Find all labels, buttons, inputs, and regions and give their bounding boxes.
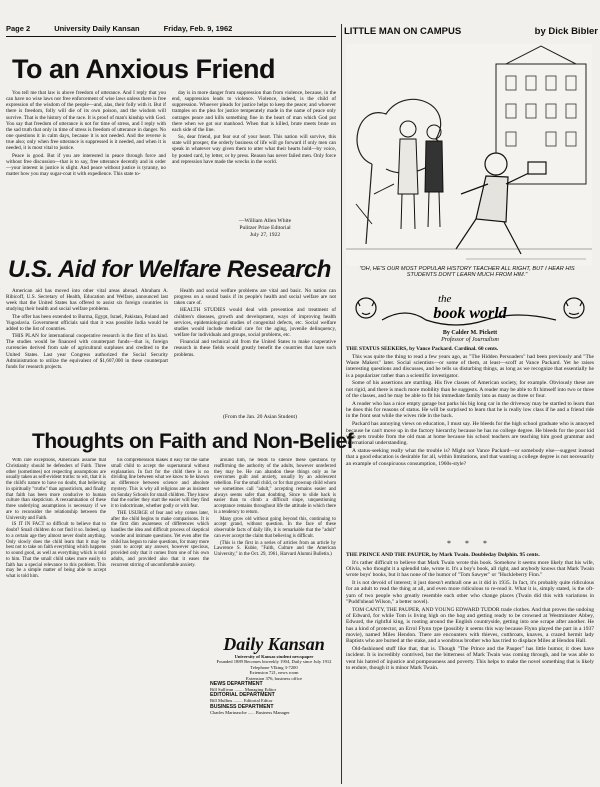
logo-the: the	[438, 293, 452, 305]
business-department-heading: BUSINESS DEPARTMENT	[210, 703, 274, 710]
aid-headline: U.S. Aid for Welfare Research	[8, 256, 331, 283]
friend-headline: To an Anxious Friend	[12, 54, 276, 84]
news-department-heading: NEWS DEPARTMENT	[210, 681, 263, 688]
review-byline: By Calder M. Pickett Professor of Journalism	[441, 330, 499, 343]
cartoon-caption: "OH, HE'S OUR MOST POPULAR HISTORY TEACHER ALL RIGHT, BUT I HEAR HIS STUDENTS DON'T LEARN MUCH FROM HIM."	[359, 266, 575, 279]
prince-pauper-review: THE PRINCE AND THE PAUPER, by Mark Twain. Doubleday Dolphin. 95 cents. It's rather difficult to believe that Mark Twain wrote this book. Somehow it seems more likely that his wife, Olivia, who thought it a splendid tale, wrote it. It's a boy's book, all right, and anybody knows that Mark Twain wrote boys' books, but it has none of the humor of "Tom Sawyer" or "Huckleberry Finn." It is not devoid of interest; it just doesn't enthrall one as it did in 1935. In fact, it's probably quite ridiculous for an adult to read the thing at all, and even more ridiculous to re-read it. What it is, simply stated, is the oft-yarn of two people who greatly resemble each other who change places (Twain did this with variations in "Pudd'nhead Wilson," a better novel). TOM CANTY, THE PAUPER, AND YOUNG EDWARD TUDOR trade clothes. And that proves the undoing of Edward, for while Tom is living high on the hog and getting ready to be crowned at Westminster Abbey, Edward, the rightful king, is rooting around the English countryside, getting into one scrape after another. He has a kind of protector, an Errol Flynn type (possibly it seems this way because Flynn played the part in a 1937 movie), named Miles Hendon. There are encounters with thieves, cutthroats, knaves, a crazed hermit lady Baptists who are burned at the stake, and a wondrous brother who has tried to displace Miles at Hendon Hall. Old-fashioned stuff like that, that is. Though "The Prince and the Pauper" has little humor, it does have incident. It is incredibly contrived, but the bitterness of Mark Twain was coming through, and he was able to vent his hatred of injustice and pompousness and poverty. This helps to make the novel something that is likely to endure, though it is minor Mark Twain.	[346, 552, 594, 672]
section-break: * * *	[447, 539, 493, 548]
page-number: Page 2	[6, 24, 31, 33]
faith-column-3: around him, he tends to silence these questions by reaffirming the authority of the adults, however unreferred they may be. He can abandon these things only as he overcomes guilt and anxiety, usually by an adolescent rebellion. For the small child, or for that grownup child whom we sometimes call "adult," accepting remains easier and always seems safer than doubting. Since to slide back is easier than to climb a difficult slope, unquestioning acceptance remains throughout life the attitude in which there is a tendency to return. Many grow old without going beyond this, continuing to accept grand, without question. In the face of these observable facts of daily life, it is remarkable that the "adult" can ever accept the claim that believing is difficult. (This is the first in a series of articles from an article by Lawrence S. Kubie, "Faith, Culture and the American University," in the Oct. 29, 1961, Harvard Alumni Bulletin.)	[214, 458, 336, 557]
book-world-logo	[346, 286, 594, 330]
column-divider	[341, 24, 342, 784]
status-seekers-review: THE STATUS SEEKERS, by Vance Packard. Cardinal. 60 cents. This was quite the thing to read a few years ago, as "The Hidden Persuaders" had been previously and "The Waste Makers" later. Social scientists—or some of them, at least—scoff at Vance Packard. Yet he raises interesting questions and discusses, and he tells us disturbing things, as long as we recognize that essentially he is a popularizer rather than a scientific investigator. Some of his assertions are startling. His five classes of American society, for example. Obviously these are not rigid, and there is much more mobility than he suggests. A reader may be able to fit himself into two or three of the classes, and he may be able to fit his immediate family into as many as three or four. A reader who has a nice empty garage but parks his big long car in the driveway may be startled to learn that he does this for reasons of status. He will be surprised to learn that he is really low class if he and a friend ride in the front seat while the wives ride in the back. Packard has annoying views on education, I must say. He bleeds for the high school graduate who is annoyed because he can't move up in the factory hierarchy because he has no college degree. He bleeds for the poor kid who gets trouble from the old man at home because his school teachers are teaching him good grammar and international understanding. A status-seeking really what the trouble is? Might not Vance Packard—or somebody else—suggest instead that a good education is desirable for all, within limitations, and that wanting a college degree is not necessarily an example of conspicuous consumption, 1960s-style?	[346, 346, 594, 467]
paper-name: University Daily Kansan	[54, 24, 140, 33]
book-world-art	[346, 286, 594, 330]
friend-para: You tell me that law is above freedom of utterance. And I reply that you can have no wise laws nor free enforcement of wise laws unless there is free expression of the wisdom of the people—and, alas, their folly with it. But if there is freedom, folly will die of its own poison, and the wisdom will survive. That is the history of the race. It is proof of man's kinship with God. You say that freedom of utterance is not for time of stress, and I reply with the sad truth that only in time of stress is freedom of utterance in danger. No one questions it in calm days, because it is not needed. And the reverse is true also; only when free utterance is suppressed is it needed, and when it is needed, it is most vital to justice.	[6, 90, 166, 152]
friend-para: Peace is good. But if you are interested in peace through force and without free discussion—that is to say, free utterance decently and in order—your interest in justice is slight. And peace without justice is tyranny, no matter how you may sugar-coat it with expedience. This state to-	[6, 152, 166, 178]
aid-column-1: American aid has moved into other vital areas abroad. Abraham A. Ribicoff, U.S. Secretary of Health, Education and Welfare, announced last week that the United States has offered to assist six foreign countries in studying their health and social welfare problems. The offer has been extended to Burma, Egypt, Israel, Pakistan, Poland and Yugoslavia. Government officials said that it was possible India would be added to the list of countries. THIS PLAN for international cooperative research is the first of its kind. The studies would be financed with counterpart funds—that is, foreign currencies derived from sale of agricultural surpluses and credited to the United States. Last year Congress authorized the Social Security Administration to utilize the equivalent of $1,607,000 in these counterpart funds for research projects.	[6, 288, 168, 370]
faith-column-1: With rare exceptions, Americans assume that Christianity should be defenders of Faith. Three other (sometimes) not respecting assumptions are usually taken as self-evident truths: to wit, that it is the child's nature to have no doubt, that believing in spiritually "truths" than agnosticism, and finally that faith has been more conducive to human culture than skepticism. A reexamination of these three underlying assumptions is necessary if we are to reconsider the relationship between the University and Faith. IS IT IN FACT so difficult to believe that to doubt? Small children do not find it so. Indeed, up to a certain age they almost never doubt anything. Only slowly does the child learn that it may be best not to take on faith everything which happens to sound good, as well as everything which is told to him. That the small child takes more easily to faith has a special relevance to this problem. This may be a simple matter of being able to accept what is told him.	[6, 458, 106, 579]
faith-headline: Thoughts on Faith and Non-Belief	[32, 430, 354, 453]
cartoon-drawing	[346, 44, 592, 266]
cartoon-illustration	[346, 44, 592, 266]
friend-signature: —William Allen White Pulitzer Prize Editorial July 27, 1922	[238, 218, 292, 238]
aid-source: (From the Jan. 20 Asian Student)	[223, 414, 297, 420]
friend-para: day is in more danger from suppression than from violence, because, in the end, suppression leads to violence. Violence, indeed, is the child of suppression. Whoever pleads for justice helps to keep the peace; and whoever tramples on the plea for justice temperately made in the name of peace only outrages peace and kills something fine in the heart of man which God put there when we got our manhood. When that is killed, brute meets brute on each side of the line.	[172, 90, 336, 133]
friend-column-2	[172, 90, 336, 210]
aid-column-2: Health and social welfare problems are vital and basic. No nation can progress on a sound basis if its people's health and social welfare are not taken care of. HEALTH STUDIES would deal with prevention and treatment of children's diseases, growth and development, ways of improving health services, epidemiological studies of congenital defects, etc. Social welfare studies would include medical care for the aging, juvenile delinquency, welfare for individuals and groups, social problems, etc. Financial and technical aid from the United States to make cooperative research in these fields would greatly benefit the countries that have such problems.	[174, 288, 336, 358]
masthead: Daily Kansan University of Kansas student newspaper Founded 1889 Becomes biweekly 1904, Daily since July 1912 Telephone VIking 3-7200 Extension 721, news room Extension 376, business office NEWS DEPARTMENT Bill Sullivan ........ Managing Editor EDITORIAL DEPARTMENT Bill Mullins ........ Editorial Editor BUSINESS DEPARTMENT Charles Marinasche ...... Business Manager	[210, 634, 338, 715]
issue-date: Friday, Feb. 9, 1962	[163, 24, 233, 33]
editorial-department-heading: EDITORIAL DEPARTMENT	[210, 692, 275, 699]
cartoon-title: LITTLE MAN ON CAMPUS by Dick Bibler	[344, 26, 598, 37]
masthead-title: Daily Kansan	[223, 634, 325, 654]
friend-column-1	[6, 90, 166, 250]
faith-column-2: his comprehension makes it easy for the same small child to accept the supernatural without explanation. In fact for the child there is no dividing line between what we know to be known as difference between science and absolute mystery. This is why all religions are as insistent on Sunday Schools for small children. They know that the earlier they start the easier will they find it to indoctrinate, whether godly or with fear. THE USURGE of fear and why comes later, after the child begins to make comparisons. It is the first dim awareness of differences which handles the idea and difficult process of skeptical wonder and intimate questions. Yet even after the child has begun to raise questions, for many more years to accept any answer, however specious, provided only that it comes from one of his own adults, and provided also that it eases the recurrent stirring of uncomfortable anxiety.	[111, 458, 209, 568]
page-header	[6, 24, 336, 37]
friend-para: So, dear friend, put fear out of your heart. This nation will survive, this state will prosper, the orderly business of life will go forward if only men can speak in whatever way given them to utter what their hearts hold—by voice, by posted card, by letter, or by press. Reason has never failed men. Only force and repression have made the wrecks in the world.	[172, 134, 336, 165]
logo-main: book world	[433, 305, 507, 322]
